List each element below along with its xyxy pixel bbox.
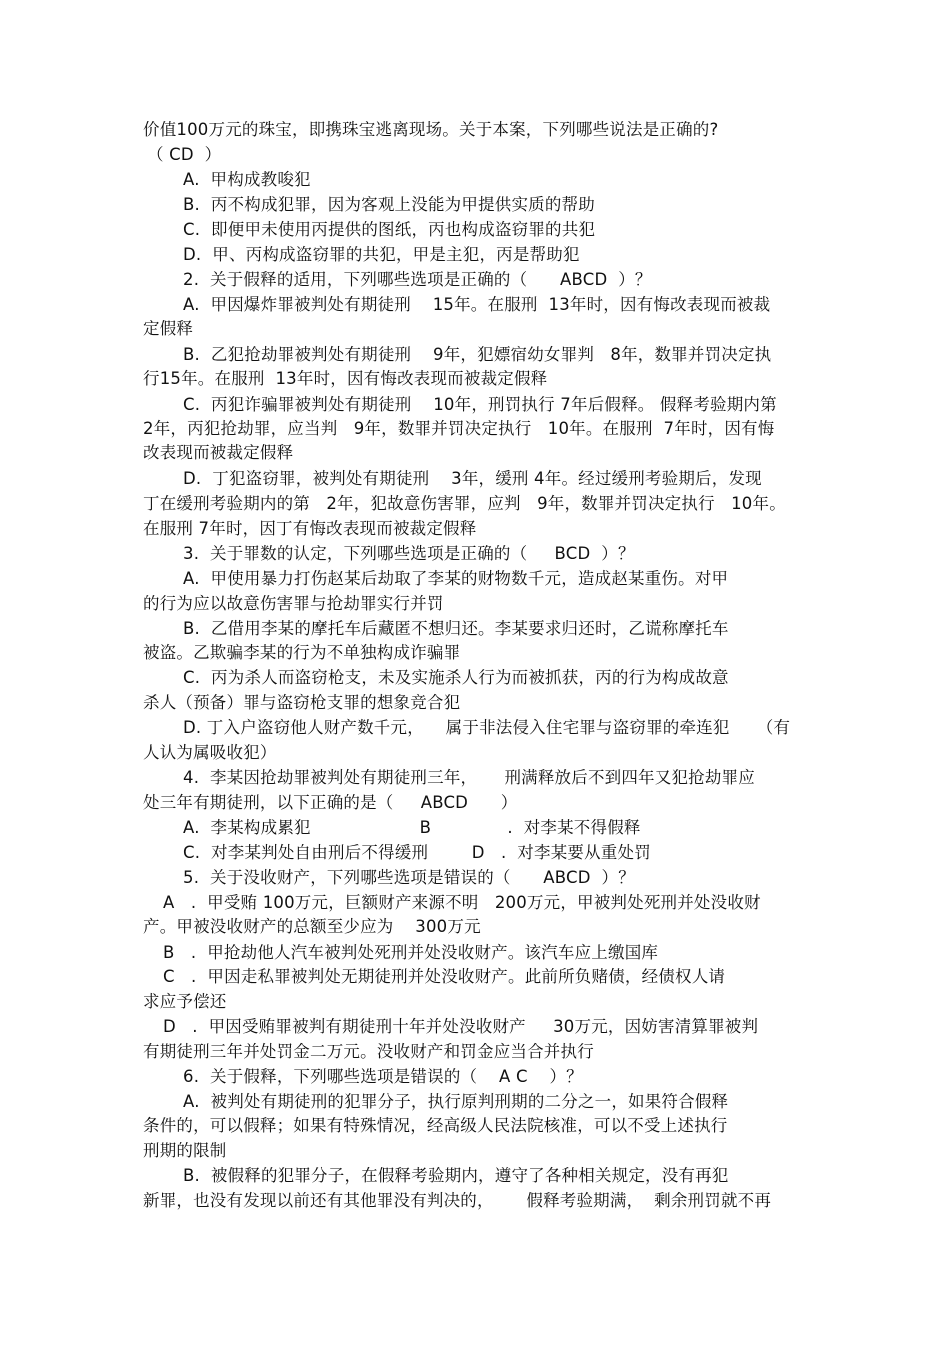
text-line: 新罪，也没有发现以前还有其他罪没有判决的， 假释考验期满， 剩余刑罚就不再 xyxy=(143,1191,772,1210)
option-line: C. 即便甲未使用丙提供的图纸，丙也构成盗窃罪的共犯 xyxy=(183,220,596,239)
question-line: 5. 关于没收财产，下列哪些选项是错误的（ ABCD ）？ xyxy=(183,868,635,887)
text-line: 在服刑 7年时，因丁有悔改表现而被裁定假释 xyxy=(143,519,477,538)
option-line: D. 丁犯盗窃罪，被判处有期徒刑 3年，缓刑 4年。经过缓刑考验期后，发现 xyxy=(183,469,762,488)
option-line: A. 甲使用暴力打伤赵某后劫取了李某的财物数千元，造成赵某重伤。对甲 xyxy=(183,569,729,588)
text-line: 行15年。在服刑 13年时，因有悔改表现而被裁定假释 xyxy=(143,369,548,388)
option-line: C. 丙为杀人而盗窃枪支，未及实施杀人行为而被抓获，丙的行为构成故意 xyxy=(183,668,729,687)
option-line: B. 乙借用李某的摩托车后藏匿不想归还。李某要求归还时，乙谎称摩托车 xyxy=(183,619,729,638)
text-line: 丁在缓刑考验期内的第 2年，犯故意伤害罪，应判 9年，数罪并罚决定执行 10年。 xyxy=(143,494,786,513)
option-line: B. 乙犯抢劫罪被判处有期徒刑 9年，犯嫖宿幼女罪判 8年，数罪并罚决定执 xyxy=(183,345,772,364)
text-line: 条件的，可以假释；如果有特殊情况，经高级人民法院核准，可以不受上述执行 xyxy=(143,1116,728,1135)
option-line: C. 丙犯诈骗罪被判处有期徒刑 10年，刑罚执行 7年后假释。 假释考验期内第 xyxy=(183,395,777,414)
option-line: A . 甲受贿 100万元，巨额财产来源不明 200万元，甲被判处死刑并处没收财 xyxy=(163,893,761,912)
option-line: D . 甲因受贿罪被判有期徒刑十年并处没收财产 30万元，因妨害清算罪被判 xyxy=(163,1017,759,1036)
text-line: 杀人（预备）罪与盗窃枪支罪的想象竞合犯 xyxy=(143,693,461,712)
text-line: 产。甲被没收财产的总额至少应为 300万元 xyxy=(143,917,481,936)
question-line: 4. 李某因抢劫罪被判处有期徒刑三年， 刑满释放后不到四年又犯抢劫罪应 xyxy=(183,768,755,787)
question-line: 3. 关于罪数的认定，下列哪些选项是正确的（ BCD ）？ xyxy=(183,544,635,563)
option-line: B . 甲抢劫他人汽车被判处死刑并处没收财产。该汽车应上缴国库 xyxy=(163,943,659,962)
text-line: 处三年有期徒刑，以下正确的是（ ABCD ） xyxy=(143,793,518,812)
text-line: 定假释 xyxy=(143,319,194,338)
text-line: 被盗。乙欺骗李某的行为不单独构成诈骗罪 xyxy=(143,643,461,662)
text-line: 价值100万元的珠宝，即携珠宝逃离现场。关于本案，下列哪些说法是正确的? xyxy=(143,120,719,139)
question-line: 6. 关于假释，下列哪些选项是错误的（ A C ）？ xyxy=(183,1067,583,1086)
answer-line: （ CD ） xyxy=(147,145,222,164)
option-line: B. 丙不构成犯罪，因为客观上没能为甲提供实质的帮助 xyxy=(183,195,595,214)
option-line: C . 甲因走私罪被判处无期徒刑并处没收财产。此前所负赌债，经债权人请 xyxy=(163,967,726,986)
option-line: A. 被判处有期徒刑的犯罪分子，执行原判刑期的二分之一，如果符合假释 xyxy=(183,1092,729,1111)
text-line: 的行为应以故意伤害罪与抢劫罪实行并罚 xyxy=(143,594,444,613)
option-line: C. 对李某判处自由刑后不得缓刑 D . 对李某要从重处罚 xyxy=(183,843,651,862)
option-line: B. 被假释的犯罪分子，在假释考验期内，遵守了各种相关规定，没有再犯 xyxy=(183,1166,729,1185)
text-line: 刑期的限制 xyxy=(143,1141,227,1160)
text-line: 有期徒刑三年并处罚金二万元。没收财产和罚金应当合并执行 xyxy=(143,1042,594,1061)
text-line: 改表现而被裁定假释 xyxy=(143,443,294,462)
text-line: 2年，丙犯抢劫罪，应当判 9年，数罪并罚决定执行 10年。在服刑 7年时，因有悔 xyxy=(143,419,775,438)
option-line: A. 李某构成累犯 B . 对李某不得假释 xyxy=(183,818,641,837)
text-line: 人认为属吸收犯） xyxy=(143,743,277,762)
option-line: A. 甲因爆炸罪被判处有期徒刑 15年。在服刑 13年时，因有悔改表现而被裁 xyxy=(183,295,771,314)
option-line: A. 甲构成教唆犯 xyxy=(183,170,311,189)
option-line: D. 丁入户盗窃他人财产数千元， 属于非法侵入住宅罪与盗窃罪的牵连犯 （有 xyxy=(183,718,791,737)
question-line: 2. 关于假释的适用，下列哪些选项是正确的（ ABCD ）？ xyxy=(183,270,652,289)
option-line: D. 甲、丙构成盗窃罪的共犯，甲是主犯，丙是帮助犯 xyxy=(183,245,580,264)
text-line: 求应予偿还 xyxy=(143,992,227,1011)
